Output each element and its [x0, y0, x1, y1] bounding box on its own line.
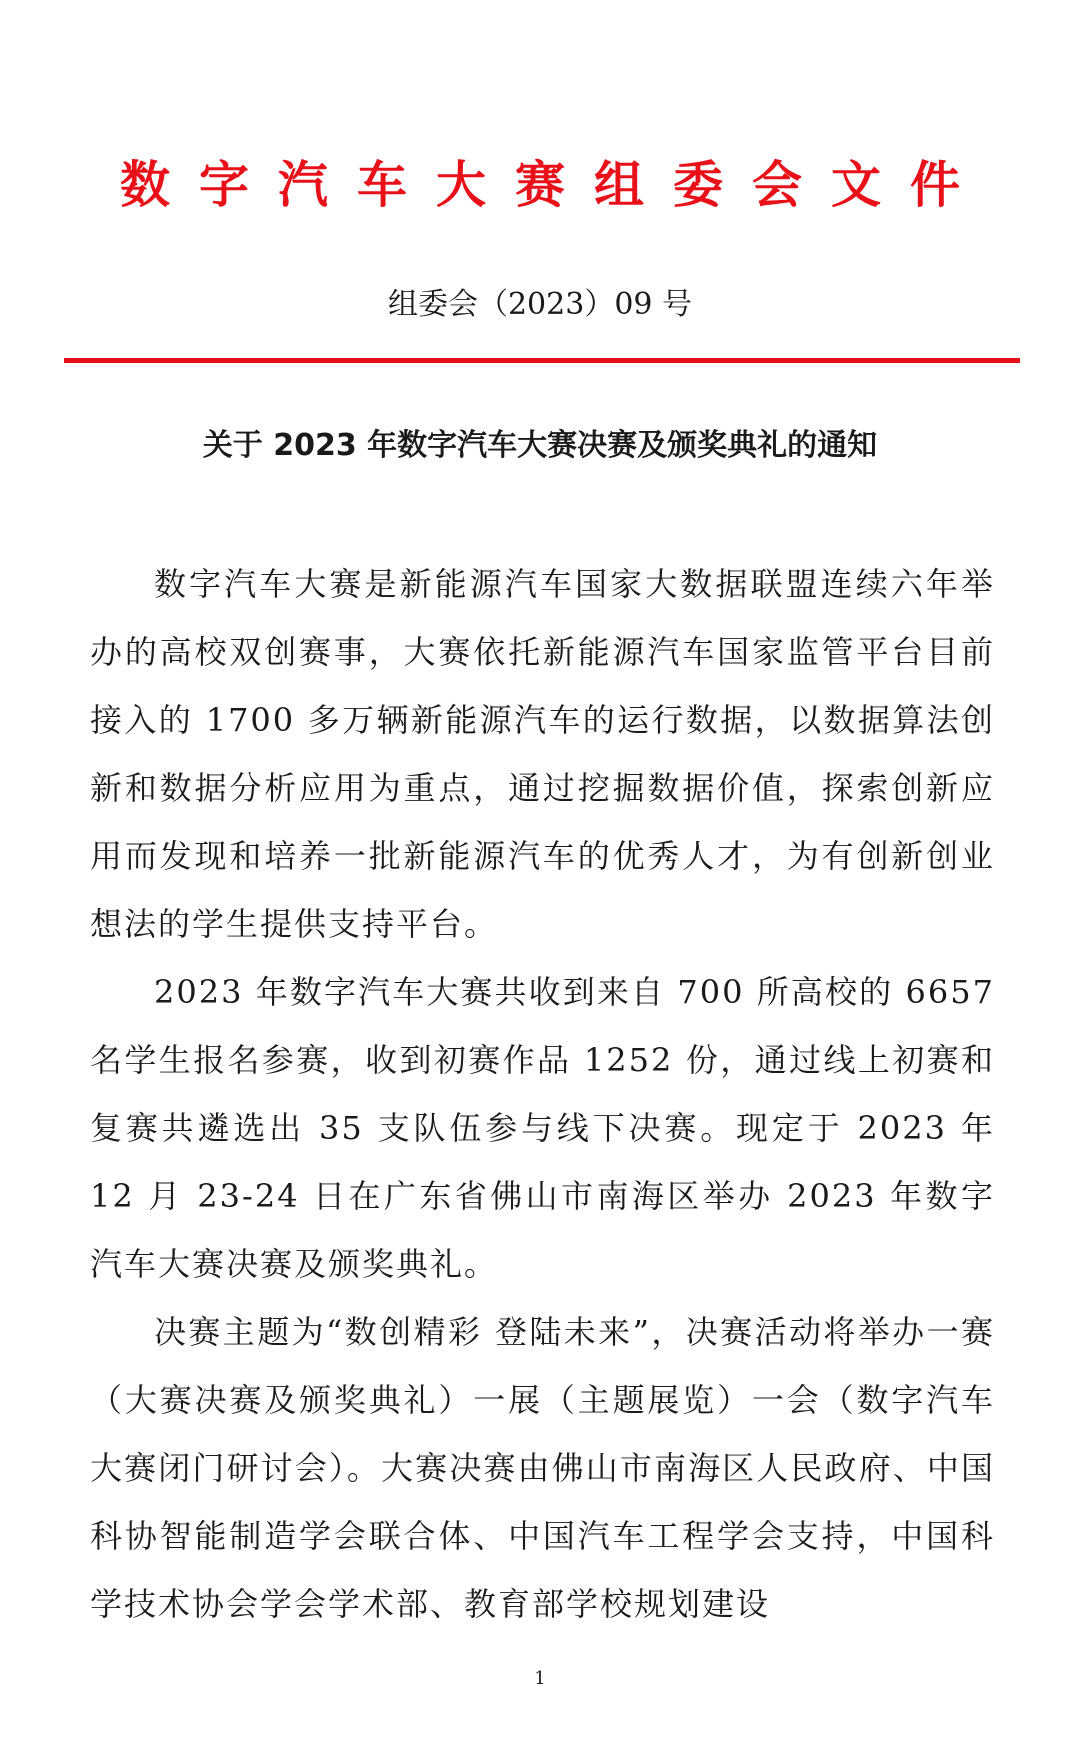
body-paragraph-3: 决赛主题为“数创精彩 登陆未来”，决赛活动将举办一赛（大赛决赛及颁奖典礼）一展（主题展览）一会（数字汽车大赛闭门研讨会）。大赛决赛由佛山市南海区人民政府、中国科协智能制造学会联合体、中国汽车工程学会支持，中国科学技术协会学会学术部、教育部学校规划建设 — [90, 1313, 995, 1623]
notice-title: 关于 2023 年数字汽车大赛决赛及颁奖典礼的通知 — [202, 428, 878, 463]
red-divider-line — [64, 358, 1020, 363]
page-number: 1 — [534, 1668, 546, 1689]
notice-body — [90, 550, 995, 1638]
issuing-organization-header: 数字汽车大赛组委会文件 — [120, 156, 989, 214]
document-number: 组委会（2023）09 号 — [387, 287, 693, 322]
body-paragraph-1: 数字汽车大赛是新能源汽车国家大数据联盟连续六年举办的高校双创赛事，大赛依托新能源汽车国家监管平台目前接入的 1700 多万辆新能源汽车的运行数据，以数据算法创新和数据分析应用为重点，通过挖掘数据价值，探索创新应用而发现和培养一批新能源汽车的优秀人才，为有创新创业想法的学生提供支持平台。 — [90, 565, 995, 943]
body-paragraph-2: 2023 年数字汽车大赛共收到来自 700 所高校的 6657 名学生报名参赛，收到初赛作品 1252 份，通过线上初赛和复赛共遴选出 35 支队伍参与线下决赛。现定于 2023 年 12 月 23-24 日在广东省佛山市南海区举办 2023 年数字汽车大赛决赛及颁奖典礼。 — [90, 973, 995, 1283]
